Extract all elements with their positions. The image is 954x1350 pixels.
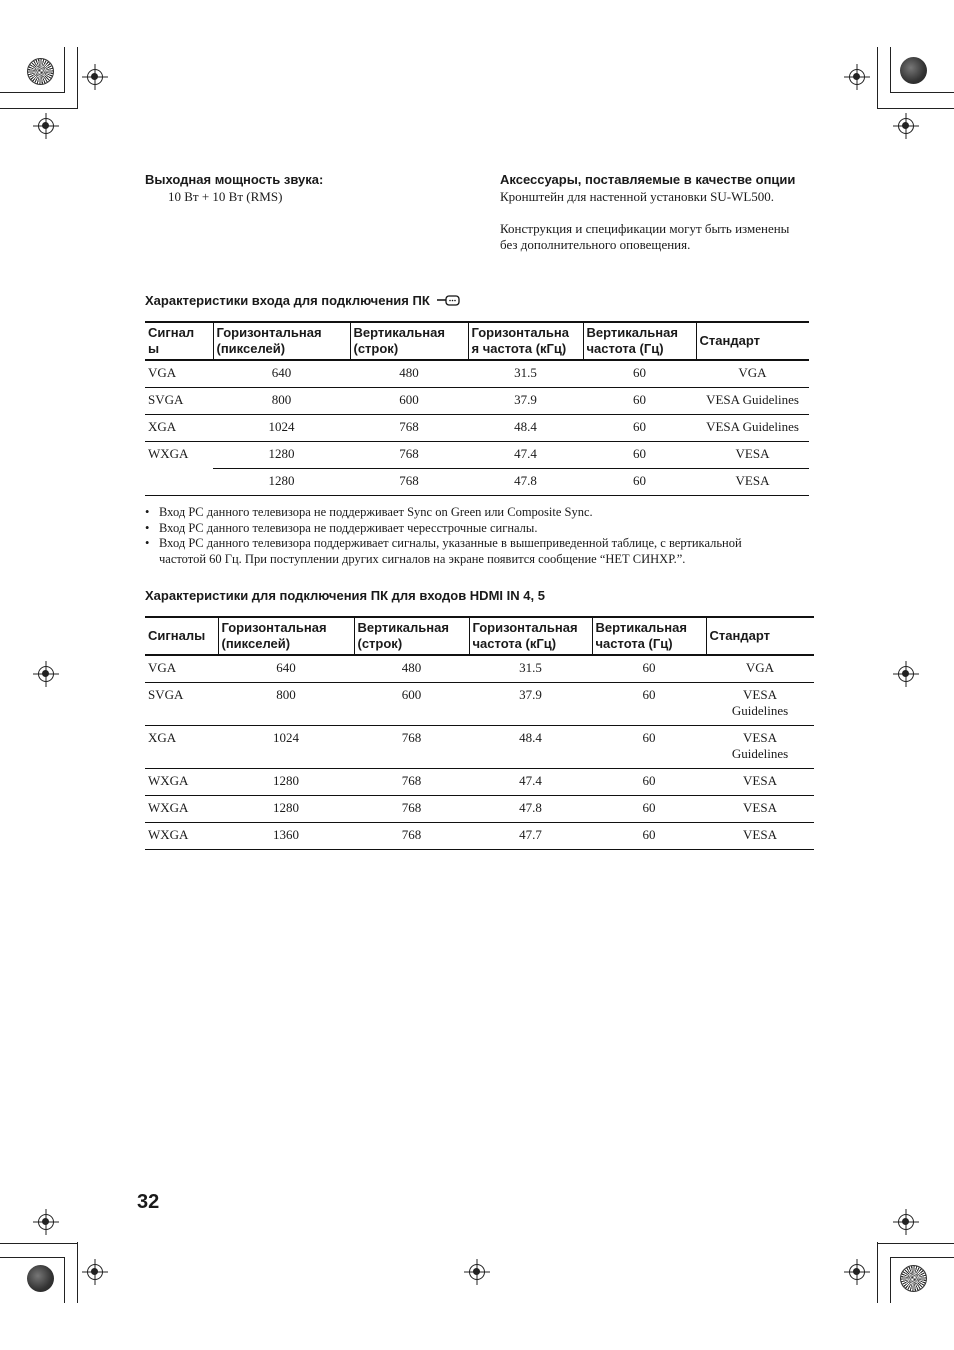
color-target-icon bbox=[900, 1265, 927, 1292]
pc-input-icon bbox=[437, 293, 461, 310]
registration-mark-icon bbox=[469, 1264, 485, 1280]
table-row: 1280 768 47.8 60 VESA bbox=[145, 469, 809, 496]
page-number: 32 bbox=[137, 1191, 160, 1213]
registration-mark-icon bbox=[849, 1264, 865, 1280]
col-vertical-frequency: Вертикальная частота (Гц) bbox=[583, 322, 696, 360]
table-row: SVGA 800 600 37.9 60 VESA Guidelines bbox=[145, 683, 814, 726]
col-vertical-lines: Вертикальная (строк) bbox=[354, 617, 469, 655]
col-vertical-frequency: Вертикальная частота (Гц) bbox=[592, 617, 706, 655]
audio-output-title: Выходная мощность звука: bbox=[145, 172, 324, 187]
registration-mark-icon bbox=[898, 1214, 914, 1230]
table-row: WXGA 1280 768 47.8 60 VESA bbox=[145, 796, 814, 823]
registration-mark-icon bbox=[849, 69, 865, 85]
accessories-title: Аксессуары, поставляемые в качестве опции bbox=[500, 172, 796, 187]
spec-change-notice-2: без дополнительного оповещения. bbox=[500, 237, 691, 252]
table-row: WXGA 1360 768 47.7 60 VESA bbox=[145, 823, 814, 850]
audio-output-block bbox=[145, 172, 323, 205]
col-horizontal-frequency: Горизонтальная частота (кГц) bbox=[469, 617, 592, 655]
color-target-icon bbox=[900, 57, 927, 84]
col-standard: Стандарт bbox=[696, 322, 809, 360]
hdmi-pc-table bbox=[145, 616, 814, 850]
col-horizontal-pixels: Горизонтальная (пикселей) bbox=[213, 322, 350, 360]
table-header-row bbox=[145, 322, 809, 360]
registration-mark-icon bbox=[87, 69, 103, 85]
table-row: WXGA 1280 768 47.4 60 VESA bbox=[145, 442, 809, 469]
note-item: • Вход PC данного телевизора не поддерживает Sync on Green или Composite Sync. bbox=[145, 505, 815, 521]
col-standard: Стандарт bbox=[706, 617, 814, 655]
registration-mark-icon bbox=[38, 666, 54, 682]
col-horizontal-frequency: Горизонтальна я частота (кГц) bbox=[468, 322, 583, 360]
pc-input-title-text: Характеристики входа для подключения ПК bbox=[145, 293, 430, 308]
table-header-row bbox=[145, 617, 814, 655]
table-row: VGA 640 480 31.5 60 VGA bbox=[145, 655, 814, 683]
registration-mark-icon bbox=[87, 1264, 103, 1280]
table-row: XGA 1024 768 48.4 60 VESA Guidelines bbox=[145, 726, 814, 769]
accessories-line: Кронштейн для настенной установки SU-WL500. bbox=[500, 189, 775, 204]
spec-change-notice-1: Конструкция и спецификации могут быть изменены bbox=[500, 221, 790, 236]
col-signals: Сигналы bbox=[145, 617, 218, 655]
table-row: VGA 640 480 31.5 60 VGA bbox=[145, 360, 809, 388]
registration-mark-icon bbox=[898, 666, 914, 682]
note-item: • Вход PC данного телевизора поддерживает сигналы, указанные в вышеприведенной таблице, с вертикальной частотой 60 Гц. При поступлении других сигналов на экране появится сообщение “НЕТ СИНХР.”. bbox=[145, 536, 815, 567]
table-row: SVGA 800 600 37.9 60 VESA Guidelines bbox=[145, 388, 809, 415]
color-target-icon bbox=[27, 58, 54, 85]
col-signal: Сигнал ы bbox=[145, 322, 213, 360]
col-vertical-lines: Вертикальная (строк) bbox=[350, 322, 468, 360]
audio-output-value: 10 Вт + 10 Вт (RMS) bbox=[168, 189, 283, 204]
pc-input-table bbox=[145, 321, 809, 496]
note-item: • Вход PC данного телевизора не поддерживает чересстрочные сигналы. bbox=[145, 521, 815, 537]
table-row: XGA 1024 768 48.4 60 VESA Guidelines bbox=[145, 415, 809, 442]
registration-mark-icon bbox=[898, 118, 914, 134]
pc-input-notes bbox=[145, 505, 815, 567]
hdmi-pc-section-title: Характеристики для подключения ПК для входов HDMI IN 4, 5 bbox=[145, 588, 545, 603]
registration-mark-icon bbox=[38, 1214, 54, 1230]
pc-input-section-title bbox=[145, 293, 461, 310]
table-row: WXGA 1280 768 47.4 60 VESA bbox=[145, 769, 814, 796]
col-horizontal-pixels: Горизонтальная (пикселей) bbox=[218, 617, 354, 655]
registration-mark-icon bbox=[38, 118, 54, 134]
color-target-icon bbox=[27, 1265, 54, 1292]
accessories-block bbox=[500, 172, 820, 253]
